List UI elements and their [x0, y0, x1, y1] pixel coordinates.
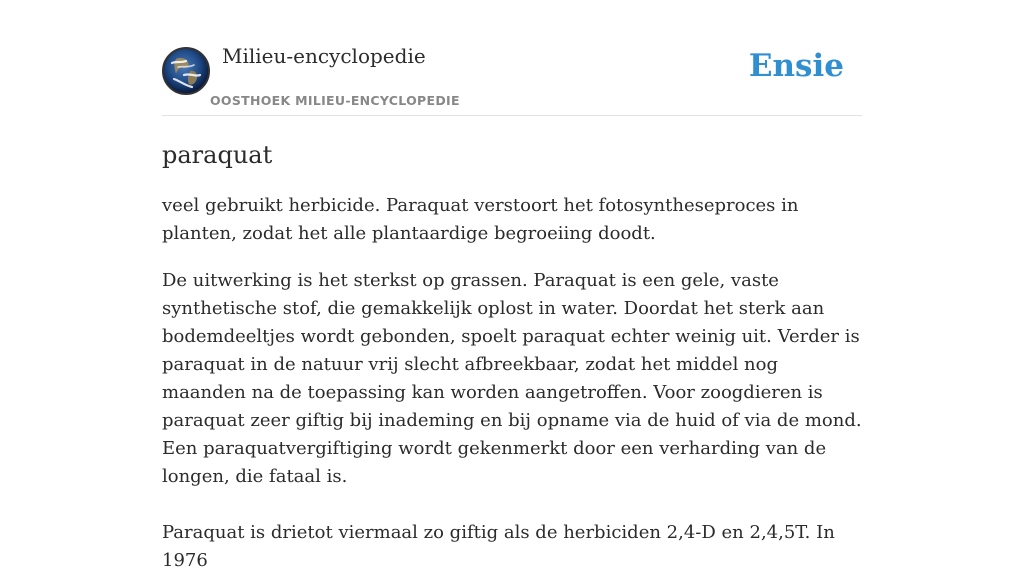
- entry-body: [162, 192, 862, 575]
- entry-paragraph: De uitwerking is het sterkst op grassen. Paraquat is een gele, vaste synthetische stof, die gemakkelijk oplost in water. Doordat het sterk aan bodemdeeltjes wordt gebonden, spoelt paraquat echter weinig uit. Verder is paraquat in de natuur vrij slecht afbreekbaar, zodat het middel nog maanden na de toepassing kan worden aangetroffen. Voor zoogdieren is paraquat zeer giftig bij inademing en bij opname via de huid of via de mond. Een paraquatvergiftiging wordt gekenmerkt door een verharding van de longen, die fataal is.: [162, 270, 862, 487]
- brand-logo-link[interactable]: Ensie: [748, 48, 844, 84]
- entry-paragraph: veel gebruikt herbicide. Paraquat verstoort het fotosyntheseproces in planten, zodat het alle plantaardige begroeiing doodt.: [162, 195, 799, 244]
- entry-paragraph: Paraquat is drietot viermaal zo giftig als de herbiciden 2,4-D en 2,4,5T. In 1976: [162, 522, 835, 571]
- earth-globe-graphic: [164, 49, 208, 93]
- earth-globe-icon[interactable]: [162, 47, 210, 95]
- site-header: [162, 0, 862, 116]
- site-subtitle: OOSTHOEK MILIEU-ENCYCLOPEDIE: [210, 93, 460, 108]
- entry-title: paraquat: [162, 141, 273, 169]
- site-title[interactable]: Milieu-encyclopedie: [222, 44, 426, 68]
- content-container: [162, 0, 862, 575]
